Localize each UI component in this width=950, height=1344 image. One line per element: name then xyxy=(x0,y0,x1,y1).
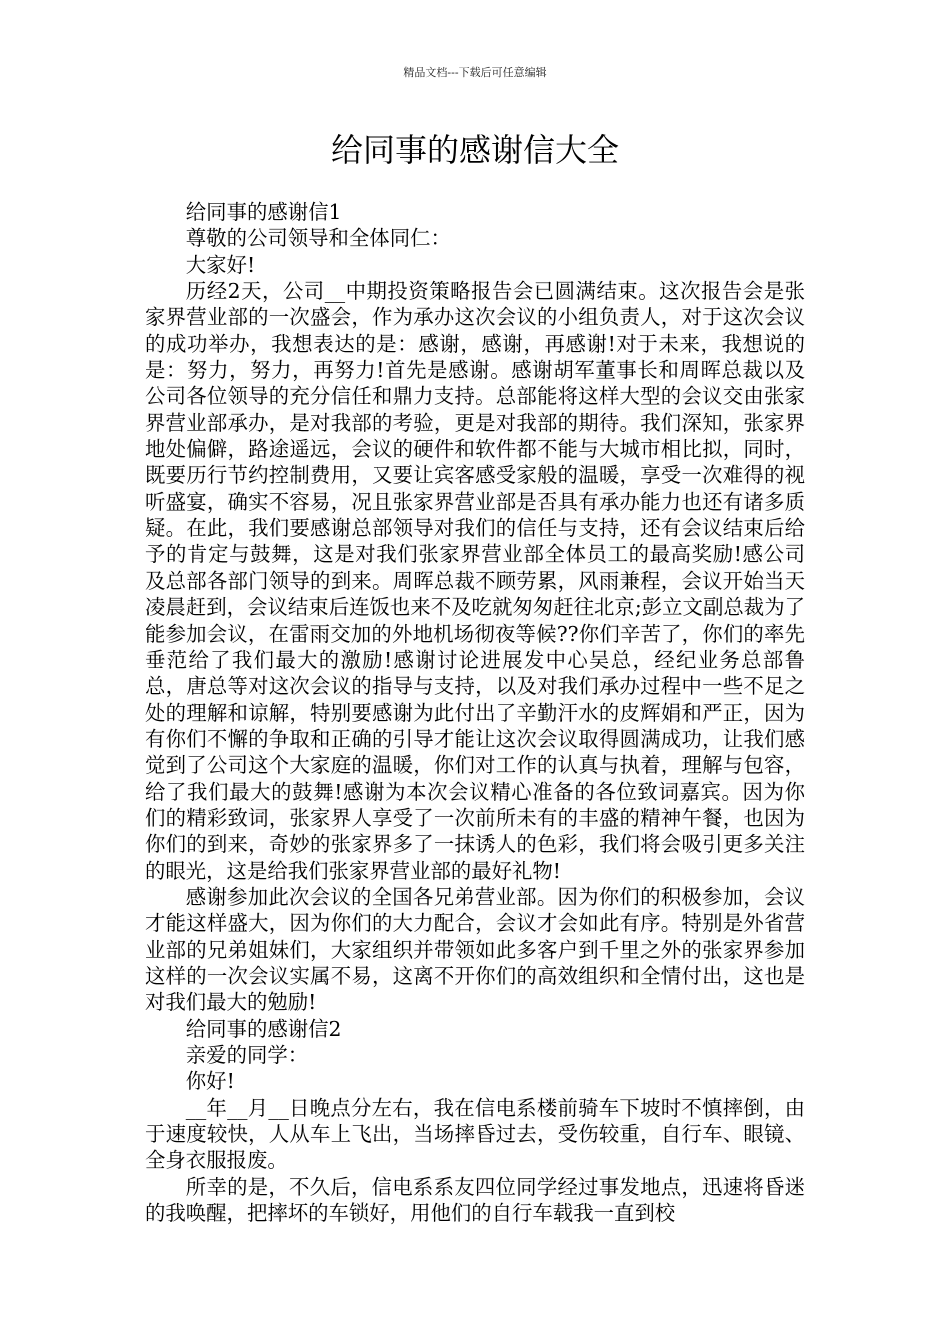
paragraph: 你好! xyxy=(185,1069,235,1094)
paragraph: 亲爱的同学： xyxy=(185,1043,309,1067)
header-note: 精品文档---下载后可任意编辑 xyxy=(403,66,547,79)
paragraph: 历经2天，公司__中期投资策略报告会已圆满结束。这次报告会是张家界营业部的一次盛会，作为承办这次会议的小组负责人，对于这次会议的成功举办，我想表达的是：感谢，感谢，再感谢!对于未来，我想说的是：努力，努力，再努力!首先是感谢。感谢胡军董事长和周晖总裁以及公司各位领导的充分信任和鼎力支持。总部能将这样大型的会议交由张家界营业部承办，是对我部的考验，更是对我部的期待。我们深知，张家界地处偏僻，路途遥远，会议的硬件和软件都不能与大城市相比拟，同时，既要历行节约控制费用，又要让宾客感受家般的温暖，享受一次难得的视听盛宴，确实不容易，况且张家界营业部是否具有承办能力也还有诸多质疑。在此，我们要感谢总部领导对我们的信任与支持，还有会议结束后给予的肯定与鼓舞，这是对我们张家界营业部全体员工的最高奖励!感公司及总部各部门领导的到来。周晖总裁不顾劳累，风雨兼程，会议开始当天凌晨赶到，会议结束后连饭也来不及吃就匆匆赶往北京;彭立文副总裁为了能参加会议，在雷雨交加的外地机场彻夜等候??你们辛苦了，你们的率先垂范给了我们最大的激励!感谢讨论进展发中心吴总，经纪业务总部鲁总，唐总等对这次会议的指导与支持，以及对我们承办过程中一些不足之处的理解和谅解，特别要感谢为此付出了辛勤汗水的皮辉娟和严正，因为有你们不懈的争取和正确的引导才能让这次会议取得圆满成功，让我们感觉到了公司这个大家庭的温暖，你们对工作的认真与执着，理解与包容，给了我们最大的鼓舞!感谢为本次会议精心准备的各位致词嘉宾。因为你们的精彩致词，张家界人享受了一次前所未有的丰盛的精神午餐，也因为你们的到来，奇妙的张家界多了一抹诱人的色彩，我们将会吸引更多关注的眼光，这是给我们张家界营业部的最好礼物! xyxy=(145,279,805,883)
document-body xyxy=(145,199,805,1226)
paragraph: 大家好! xyxy=(185,252,256,277)
paragraph: 感谢参加此次会议的全国各兄弟营业部。因为你们的积极参加，会议才能这样盛大，因为你们的大力配合，会议才会如此有序。特别是外省营业部的兄弟姐妹们，大家组织并带领如此多客户到千里之外的张家界参加这样的一次会议实属不易，这离不开你们的高效组织和全情付出，这也是对我们最大的勉励! xyxy=(145,884,805,1015)
paragraph: 给同事的感谢信1 xyxy=(185,200,342,224)
paragraph: 所幸的是，不久后，信电系系友四位同学经过事发地点，迅速将昏迷的我唤醒，把摔坏的车锁好，用他们的自行车载我一直到校 xyxy=(145,1174,805,1226)
paragraph: __年__月__日晚点分左右，我在信电系楼前骑车下坡时不慎摔倒，由于速度较快，人从车上飞出，当场摔昏过去，受伤较重，自行车、眼镜、全身衣服报废。 xyxy=(145,1095,805,1173)
paragraph: 尊敬的公司领导和全体同仁： xyxy=(185,226,451,251)
paragraph: 给同事的感谢信2 xyxy=(185,1016,342,1041)
page-title: 给同事的感谢信大全 xyxy=(330,131,619,169)
